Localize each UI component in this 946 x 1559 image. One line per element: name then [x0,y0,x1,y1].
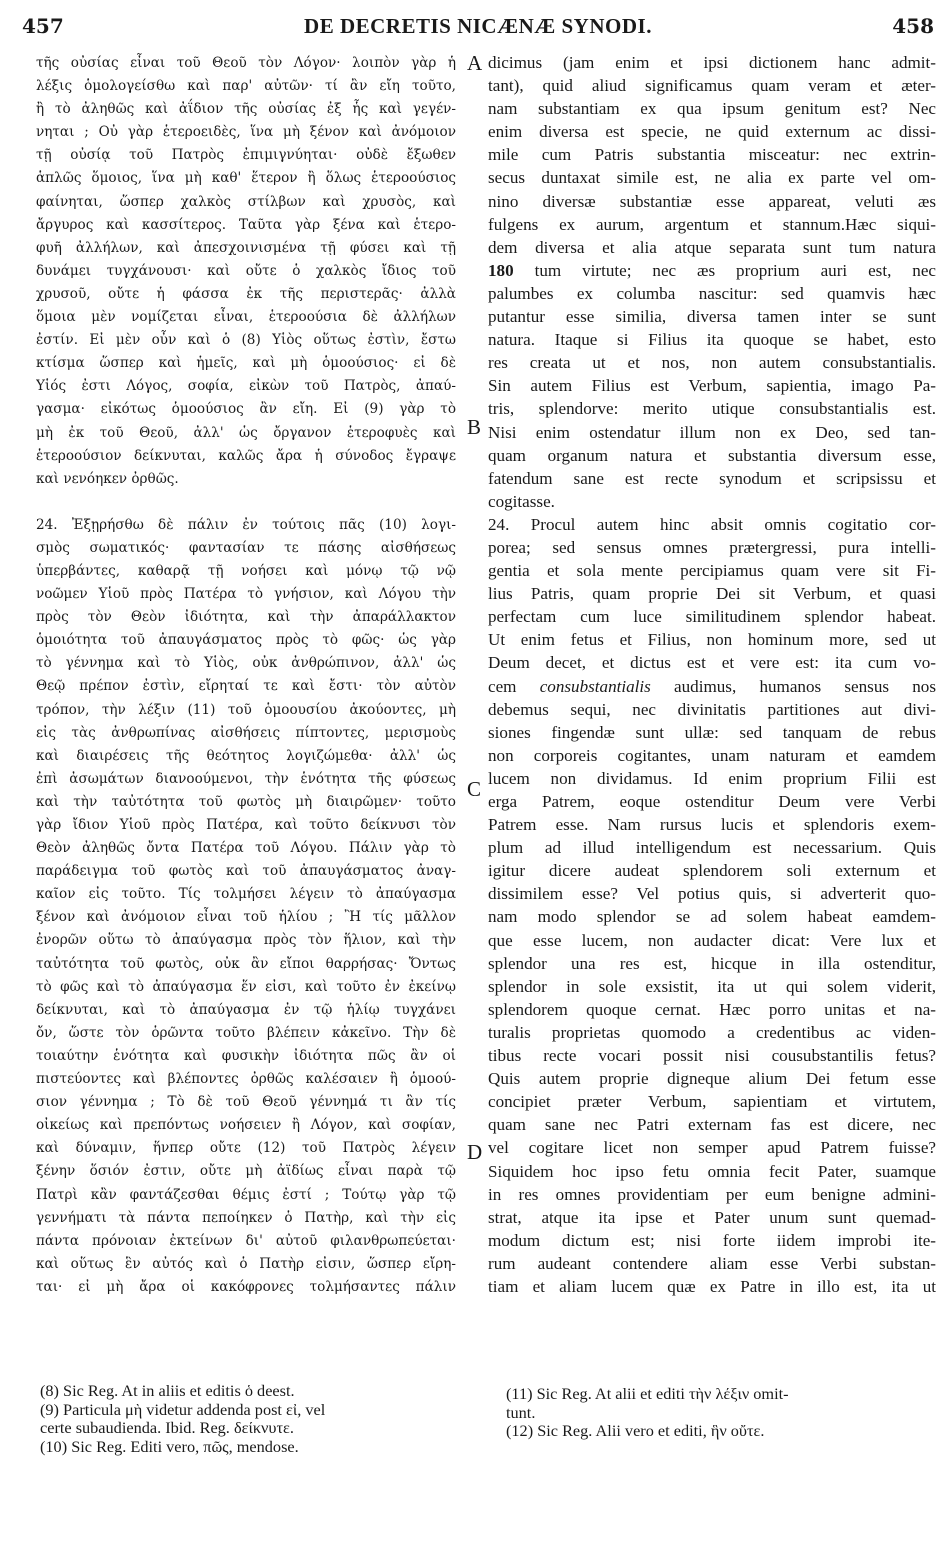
greek-line: ἢ τὸ ἀληθῶς καὶ ἀΐδιον τῆς οὐσίας ἐξ ἧς καὶ γεγέν- [36,101,456,118]
greek-line: γὰρ ἴδιον Υἱοῦ πρὸς Πατέρα, καὶ τοῦτο δείκνυσι τὸν [36,817,456,833]
latin-paragraph-1 [488,51,936,513]
latin-line: concipiet præter Verbum, sapientiam et virtutem, [488,1092,936,1112]
latin-line: rum audeant contendere aliam esse Verbi substan- [488,1253,936,1273]
greek-line: τῆς οὐσίας εἶναι τοῦ Θεοῦ τὸν Λόγον· λοιπὸν γὰρ ἡ [36,55,456,71]
greek-line: χρυσοῦ, οὔτε ἡ φάσσα ἐκ τῆς περιστερᾶς· ἀλλὰ [36,285,456,302]
greek-line: τρόπον, τὴν λέξιν (11) τοῦ ὁμοουσίου ἀκούοντες, μὴ [36,701,456,718]
greek-line: ἄργυρος καὶ κασσίτερος. Ταῦτα γὰρ ξένα καὶ ἑτερο- [36,216,456,233]
greek-line: ται· εἰ μὴ ἄρα οἱ κακόφρονες τολμήσαντες πάλιν [36,1278,456,1295]
greek-column [36,52,456,1299]
greek-line: νοῶμεν Υἱοῦ πρὸς Πατέρα τὸ γνήσιον, καὶ Λόγου τὴν [36,586,456,603]
greek-line: νηται ; Οὐ γὰρ ἑτεροειδὲς, ἵνα μὴ ξένον καὶ ἀνόμοιον [36,124,456,141]
latin-line: lius Patris, quam proprie Dei sit Verbum, et quasi [488,584,936,604]
latin-line-text: tum virtute; nec æs proprium auri est, nec [513,260,936,280]
latin-paragraph-24 [488,513,936,1298]
column-number-180: 180 [488,260,514,280]
latin-line: nam modo splendor se ad solem habeat eamdem- [488,907,936,927]
latin-line: fatendum sane est recte synodum et scripsissu et [488,468,936,488]
latin-line: Sin autem Filius est Verbum, sapientia, imago Pa- [488,376,936,396]
greek-line: ὄν, ὥστε τὸν ὁρῶντα τοῦτο βλέπειν κἀκεῖνο. Τὴν δὲ [36,1024,456,1041]
footnote-line: (12) Sic Reg. Alii vero et editi, ἣν οὔτε. [506,1421,765,1440]
latin-line: dicimus (jam enim et ipsi dictionem hanc admit- [488,53,936,72]
latin-line: splendor una res est, hicque in illa ostenditur, [488,953,936,973]
latin-line: cogitasse. [488,491,555,511]
footnotes-left [40,1382,460,1456]
latin-line: perfectam cum luce similitudinem splendor habeat. [488,607,936,627]
greek-line: πάντα πρόνοιαν ἐκτείνων δι' αὐτοῦ φιλανθρωπεύεται· [36,1232,456,1249]
latin-line: tiam et aliam lucem quæ ex Patre in illo est, ita ut [488,1276,936,1296]
footnote-line: (9) Particula μὴ videtur addenda post εἰ, vel [40,1399,326,1419]
greek-line: Πατρὶ κἂν φαντάζεσθαι θέμις ἐστί ; Τούτῳ γὰρ τῷ [36,1186,456,1203]
greek-paragraph-1 [36,52,456,491]
greek-line: τὸ φῶς καὶ τὸ ἀπαύγασμα ἕν εἰσι, καὶ τοῦτο ἐν ἐκείνῳ [36,978,456,995]
latin-line: nam substantiam ex qua ipsum genitum est? Nec [488,99,936,119]
running-title: DE DECRETIS NICÆNÆ SYNODI. [304,14,652,38]
greek-line: λέξις ὁμολογείσθω καὶ παρ' αὐτῶν· τί ἂν εἴη τοῦτο, [36,78,456,95]
footnote-line: (8) Sic Reg. At in aliis et editis ὁ deest. [40,1381,295,1400]
latin-line: Patrem esse. Nam rursus lucis et splendoris exem- [488,815,936,835]
latin-line: dissimilem esse? Vel potius quis, si adverterit quo- [488,884,936,904]
greek-line: παράδειγμα τοῦ φωτὸς καὶ τοῦ ἀπαυγάσματος ἀναγ- [36,863,456,880]
greek-line: 24. Ἐξῃρήσθω δὲ πάλιν ἐν τούτοις πᾶς (10) λογι- [36,516,456,533]
greek-line: πιστεύοντες καὶ βλέποντες ὀρθῶς καλέσαιεν ἢ ὁμοού- [36,1071,456,1088]
latin-line: Deum decet, et dictus est et vere est: ita cum vo- [488,653,936,673]
latin-line: tris, splendorve: merito utique consubstantialis est. [488,399,936,419]
greek-line: τῇ οὐσίᾳ τοῦ Πατρὸς ἐπιμιγνύηται· οὐδὲ ἔξωθεν [36,147,456,164]
greek-line: πρὸς τὸν Θεὸν ἰδιότητα, καὶ τὴν ἀπαράλλακτον [36,609,456,626]
section-marker-a: A [467,51,483,75]
greek-line: καὶ δύναμιν, ἥνπερ οὔτε (12) τοῦ Πατρὸς λέγειν [36,1140,456,1157]
latin-line: quam sane nec Patri externam fas est dicere, nec [488,1115,936,1135]
greek-line: Υἱός ἐστι Λόγος, σοφία, εἰκὼν τοῦ Πατρὸς, ἀπαύ- [36,378,456,395]
greek-line: καῖον εἰς τοῦτο. Τίς τολμήσει λέγειν τὸ ἀπαύγασμα [36,886,456,903]
latin-line: Ut enim fetus et Filius, non hominum more, sed ut [488,630,936,650]
latin-column [488,51,936,1298]
section-marker-d: D [467,1140,483,1164]
page-number-right: 458 [892,14,934,38]
section-marker-c: C [467,777,482,801]
latin-line: siones fingendæ sunt ullæ: sed tanquam de rebus [488,722,936,742]
latin-line: mile cum Patris substantia misceatur: nec extrin- [488,145,936,165]
latin-line: dem diversa et alia atque separata sunt tum natura [488,237,936,257]
latin-line: res creata ut et nos, non autem consubstantialis. [488,353,936,373]
latin-line: tibus recte vocari possit nisi cousubstantilis fetus? [488,1046,936,1066]
greek-line: ταὐτότητα τοῦ φωτὸς, οὐκ ἂν εἴποι θαρρήσας· Ὄντως [36,955,456,972]
greek-line: δείκνυται, καὶ τὸ ἀπαύγασμα ἐν τῷ ἡλίῳ τυγχάνει [36,1001,456,1018]
latin-line: lucem non dividamus. Id enim proprium Filii est [488,768,936,788]
greek-line: οἰκείως καὶ πρεπόντως νοήσειεν ἢ Λόγον, καὶ σοφίαν, [36,1117,456,1134]
greek-line: ἐστίν. Εἰ μὲν οὖν καὶ ὁ (8) Υἱὸς οὕτως ἐστὶν, ἔστω [36,332,456,349]
latin-line: 24. Procul autem hinc absit omnis cogitatio cor- [488,514,936,534]
latin-line [488,675,936,698]
latin-line: erga Patrem, eoque ostenditur Deum vere Verbi [488,792,936,811]
greek-line: γεννήματι τὰ πάντα πεποίηκεν ὁ Πατὴρ, καὶ τὴν εἰς [36,1209,456,1226]
page-header [22,14,934,44]
latin-line: in res omnes providentiam per eum benigne admini- [488,1184,936,1204]
greek-line: ἐνορῶν οὕτω τὸ ἀπαύγασμα πρὸς τὸν ἥλιον, καὶ τὴν [36,932,456,949]
latin-line: non corporeis cogitantes, unam naturam et eamdem [488,745,936,765]
latin-line-text: cem [488,676,540,696]
latin-line: putantur esse similia, diversa tamen inter se sunt [488,307,936,327]
footnote-line: certe subaudienda. Ibid. Reg. δείκνυτε. [40,1418,294,1437]
latin-line: fulgens ex aurum, argentum et stannum.Hæc siqui- [488,214,936,234]
latin-line: modum dictum est; nisi forte iidem improbi ite- [488,1230,936,1250]
latin-line: debemus sequi, nec divinitatis partitiones aut divi- [488,699,936,719]
footnote-line: (10) Sic Reg. Editi vero, πῶς, mendose. [40,1436,299,1456]
latin-line-180 [488,259,936,282]
greek-line: ὁμοιότητα τοῦ ἀπαυγάσματος πρὸς τὸ φῶς· ὡς γὰρ [36,632,456,649]
latin-line: tant), quid aliud significamus quam veram et æter- [488,76,936,96]
latin-line: nino diversæ substantiæ esse appareat, veluti æs [488,191,936,211]
greek-line: ἑτεροούσιον δείκνυται, καλῶς ἄρα ἡ σύνοδος ἔγραψε [36,447,456,464]
latin-line: secus duntaxat simile est, ne alia ex parte vel om- [488,168,936,188]
greek-line: δυνάμει τυγχάνουσι· καὶ οὔτε ὁ χαλκὸς ἴδιος τοῦ [36,262,456,279]
footnote-line: (11) Sic Reg. At alii et editi τὴν λέξιν omit- [506,1384,789,1403]
greek-line: ξένον καὶ ἀνόμοιον εἶναι τοῦ ἡλίου ; Ἢ τίς μᾶλλον [36,909,456,926]
greek-line: ξένην ὅσιόν ἐστιν, οὔτε μὴ ἀϊδίως εἶναι παρὰ τῷ [36,1163,456,1180]
greek-line: τὸ γέννημα καὶ τὸ Υἱὸς, οὐκ ἀνθρώπινον, ἀλλ' ὡς [36,655,456,672]
greek-line: σιον γέννημα ; Τὸ δὲ τοῦ Θεοῦ γέννημά τι ἂν τίς [36,1094,456,1111]
greek-line: σμὸς σωματικός· φαντασίαν τε πάσης αἰσθήσεως [36,539,456,556]
greek-line: φαίνηται, ὥσπερ χαλκὸς στίλβων καὶ χρυσὸς, καὶ [36,193,456,210]
latin-italic-term: consubstantialis [539,676,651,696]
latin-line: Siquidem hoc ipso fetu omnia fecit Pater, suamque [488,1161,936,1181]
greek-line: ὑπερβάντες, καθαρᾷ τῇ νοήσει καὶ μόνῳ τῷ νῷ [36,562,456,579]
latin-line: igitur dicere audeat splendorem soli externum et [488,861,936,881]
greek-line: ἐπὶ ἀσωμάτων διανοούμενοι, τὴν ἑνότητα τῆς φύσεως [36,770,456,787]
greek-line: καὶ νενόηκεν ὀρθῶς. [36,470,179,487]
latin-line: que esse lucem, non audacter dicat: Vere lux et [488,930,936,950]
greek-line: καὶ τὴν ταὐτότητα τοῦ φωτὸς μὴ διαιρῶμεν· τοῦτο [36,793,456,810]
latin-line: Nisi enim ostendatur illum non ex Deo, sed tan- [488,422,936,442]
latin-line: splendor in sole exsistit, ita ut qui solem viderit, [488,976,936,996]
greek-paragraph-24 [36,514,456,1299]
greek-line: μὴ ἐκ τοῦ Θεοῦ, ἀλλ' ὡς ὄργανον ἑτεροφυὲς καὶ [36,424,456,441]
page-number-left: 457 [22,14,64,38]
latin-line: enim diversa est specie, ne quid externum ac dissi- [488,122,936,142]
latin-line: gentia et sola mente percipiamus quam vere sit Fi- [488,561,936,581]
greek-line: Θεῷ πρέπον ἐστὶν, εἴρηταί τε καὶ ἔστι· τὸν αὐτὸν [36,678,456,695]
footnotes-right [506,1385,936,1441]
latin-line: palumbes ex columba nascitur: sed quamvis hæc [488,283,936,303]
greek-line: κτίσμα ὥσπερ καὶ ἡμεῖς, καὶ μὴ ὁμοούσιος· εἰ δὲ [36,355,456,372]
greek-line: καὶ διαιρέσεις τῆς θεότητος λογιζώμεθα· ἀλλ' ὡς [36,747,456,764]
latin-line: vel cogitare licet non semper apud Patrem fuisse? [488,1138,936,1158]
latin-line: Quis autem proprie digneque alium Dei fetum esse [488,1069,936,1089]
latin-line: plum ad illud intelligendum est necessarium. Quis [488,838,936,858]
latin-line: porea; sed sensus omnes prætergressi, pura intelli- [488,537,936,557]
greek-line: ὅμοια μὲν νομίζεται εἶναι, ἑτεροούσια δὲ ἀλλήλων [36,309,456,326]
latin-line: turalis proprietas quomodo a credentibus ac viden- [488,1022,936,1042]
section-marker-b: B [467,415,482,439]
greek-line: Θεὸν ἀληθῶς ὄντα Πατέρα τοῦ Λόγου. Πάλιν γὰρ τὸ [36,840,456,857]
latin-line: natura. Itaque si Filius ita quoque se habet, esto [488,330,936,350]
greek-line: φυῆ ἀλλήλων, καὶ ἀπεσχοινισμένα τῇ φύσει καὶ τῇ [36,239,456,256]
footnote-line: tunt. [506,1402,536,1422]
latin-line-text: audimus, humanos sensus nos [650,676,936,696]
latin-line: strat, atque ita ipse et Pater unum sunt quemad- [488,1207,936,1227]
greek-line: ἁπλῶς ὅμοιος, ἵνα μὴ καθ' ἕτερον ἢ ὅλως ἑτεροούσιος [36,170,456,187]
greek-line: καὶ οὕτως ἓν αὐτός καὶ ὁ Πατὴρ εἰσιν, ὥσπερ εἴρη- [36,1255,456,1272]
greek-line: γασμα· εἰκότως ὁμοούσιος ἂν εἴη. Εἰ (9) γὰρ τὸ [36,401,456,418]
latin-line: splendorem quoque cernat. Hæc porro unitas et na- [488,999,936,1019]
greek-line: εἰς τὰς ἀνθρωπίνας αἰσθήσεις πίπτοντες, μερισμοὺς [36,724,456,741]
latin-line: quam organum natura et substantia diversum esse, [488,445,936,465]
greek-line: τοιαύτην ἑνότητα καὶ φυσικὴν ἰδιότητα πῶς ἂν οἱ [36,1047,456,1064]
